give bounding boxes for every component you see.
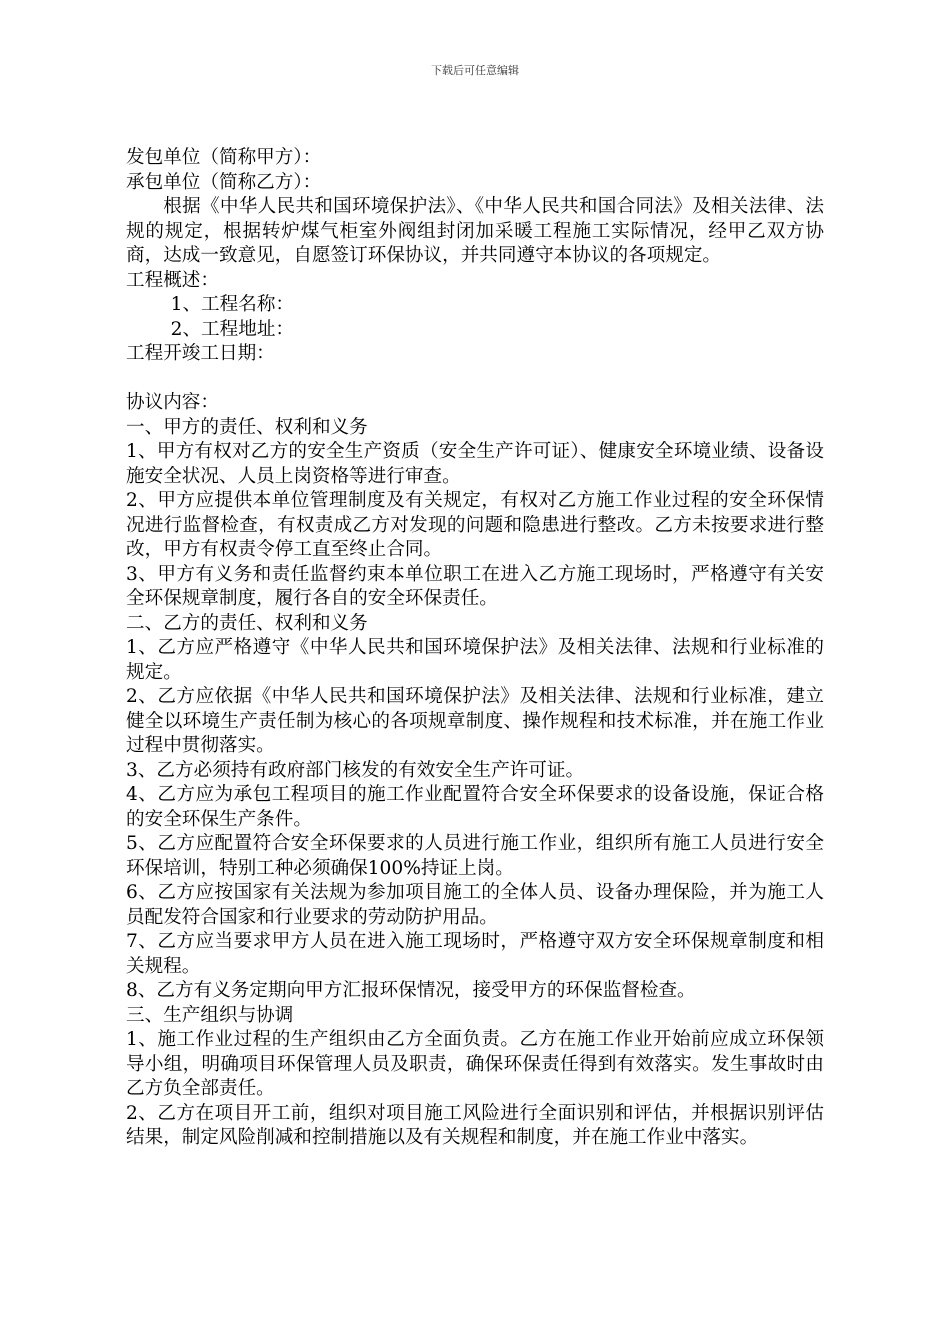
blank-line (126, 367, 824, 392)
section-2-item: 6、乙方应按国家有关法规为参加项目施工的全体人员、设备办理保险，并为施工人员配发符合国家和行业要求的劳动防护用品。 (126, 882, 824, 928)
section-2-item: 7、乙方应当要求甲方人员在进入施工现场时，严格遵守双方安全环保规章制度和相关规程。 (126, 931, 824, 977)
project-name-line: 1、工程名称： (170, 294, 295, 315)
section-1-item: 2、甲方应提供本单位管理制度及有关规定，有权对乙方施工作业过程的安全环保情况进行监督检查，有权责成乙方对发现的问题和隐患进行整改。乙方未按要求进行整改，甲方有权责令停工直至终止合同。 (126, 490, 824, 560)
party-a-line: 发包单位（简称甲方）： (126, 147, 322, 168)
section-3-item: 2、乙方在项目开工前，组织对项目施工风险进行全面识别和评估，并根据识别评估结果，制定风险削减和控制措施以及有关规程和制度，并在施工作业中落实。 (126, 1102, 824, 1148)
section-2-title: 二、乙方的责任、权利和义务 (126, 612, 368, 634)
section-3-item: 1、施工作业过程的生产组织由乙方全面负责。乙方在施工作业开始前应成立环保领导小组，明确项目环保管理人员及职责，确保环保责任得到有效落实。发生事故时由乙方负全部责任。 (126, 1029, 824, 1099)
project-address-line: 2、工程地址： (170, 318, 295, 340)
section-1-title: 一、甲方的责任、权利和义务 (126, 416, 368, 438)
party-b-line: 承包单位（简称乙方）： (126, 171, 322, 193)
page-header-note: 下载后可任意编辑 (431, 64, 519, 77)
section-2-item: 3、乙方必须持有政府部门核发的有效安全生产许可证。 (126, 759, 585, 781)
section-2-item: 1、乙方应严格遵守《中华人民共和国环境保护法》及相关法律、法规和行业标准的规定。 (126, 637, 824, 683)
section-2-item: 5、乙方应配置符合安全环保要求的人员进行施工作业，组织所有施工人员进行安全环保培训，特别工种必须确保100%持证上岗。 (126, 833, 824, 879)
section-2-item: 8、乙方有义务定期向甲方汇报环保情况，接受甲方的环保监督检查。 (126, 980, 696, 1001)
section-2-item: 2、乙方应依据《中华人民共和国环境保护法》及相关法律、法规和行业标准，建立健全以环境生产责任制为核心的各项规章制度、操作规程和技术标准，并在施工作业过程中贯彻落实。 (126, 686, 824, 756)
section-3-title: 三、生产组织与协调 (126, 1004, 294, 1026)
document-body (126, 146, 824, 1151)
intro-paragraph: 根据《中华人民共和国环境保护法》、《中华人民共和国合同法》及相关法律、法规的规定，根据转炉煤气柜室外阀组封闭加采暖工程施工实际情况，经甲乙双方协商，达成一致意见，自愿签订环保协议，并共同遵守本协议的各项规定。 (126, 196, 824, 266)
overview-title: 工程概述： (126, 269, 219, 291)
agreement-title: 协议内容： (126, 392, 219, 413)
section-1-item: 1、甲方有权对乙方的安全生产资质（安全生产许可证）、健康安全环境业绩、设备设施安全状况、人员上岗资格等进行审查。 (126, 441, 824, 487)
section-1-item: 3、甲方有义务和责任监督约束本单位职工在进入乙方施工现场时，严格遵守有关安全环保规章制度，履行各自的安全环保责任。 (126, 563, 824, 609)
section-2-item: 4、乙方应为承包工程项目的施工作业配置符合安全环保要求的设备设施，保证合格的安全环保生产条件。 (126, 784, 824, 830)
project-dates-line: 工程开竣工日期： (126, 343, 275, 364)
